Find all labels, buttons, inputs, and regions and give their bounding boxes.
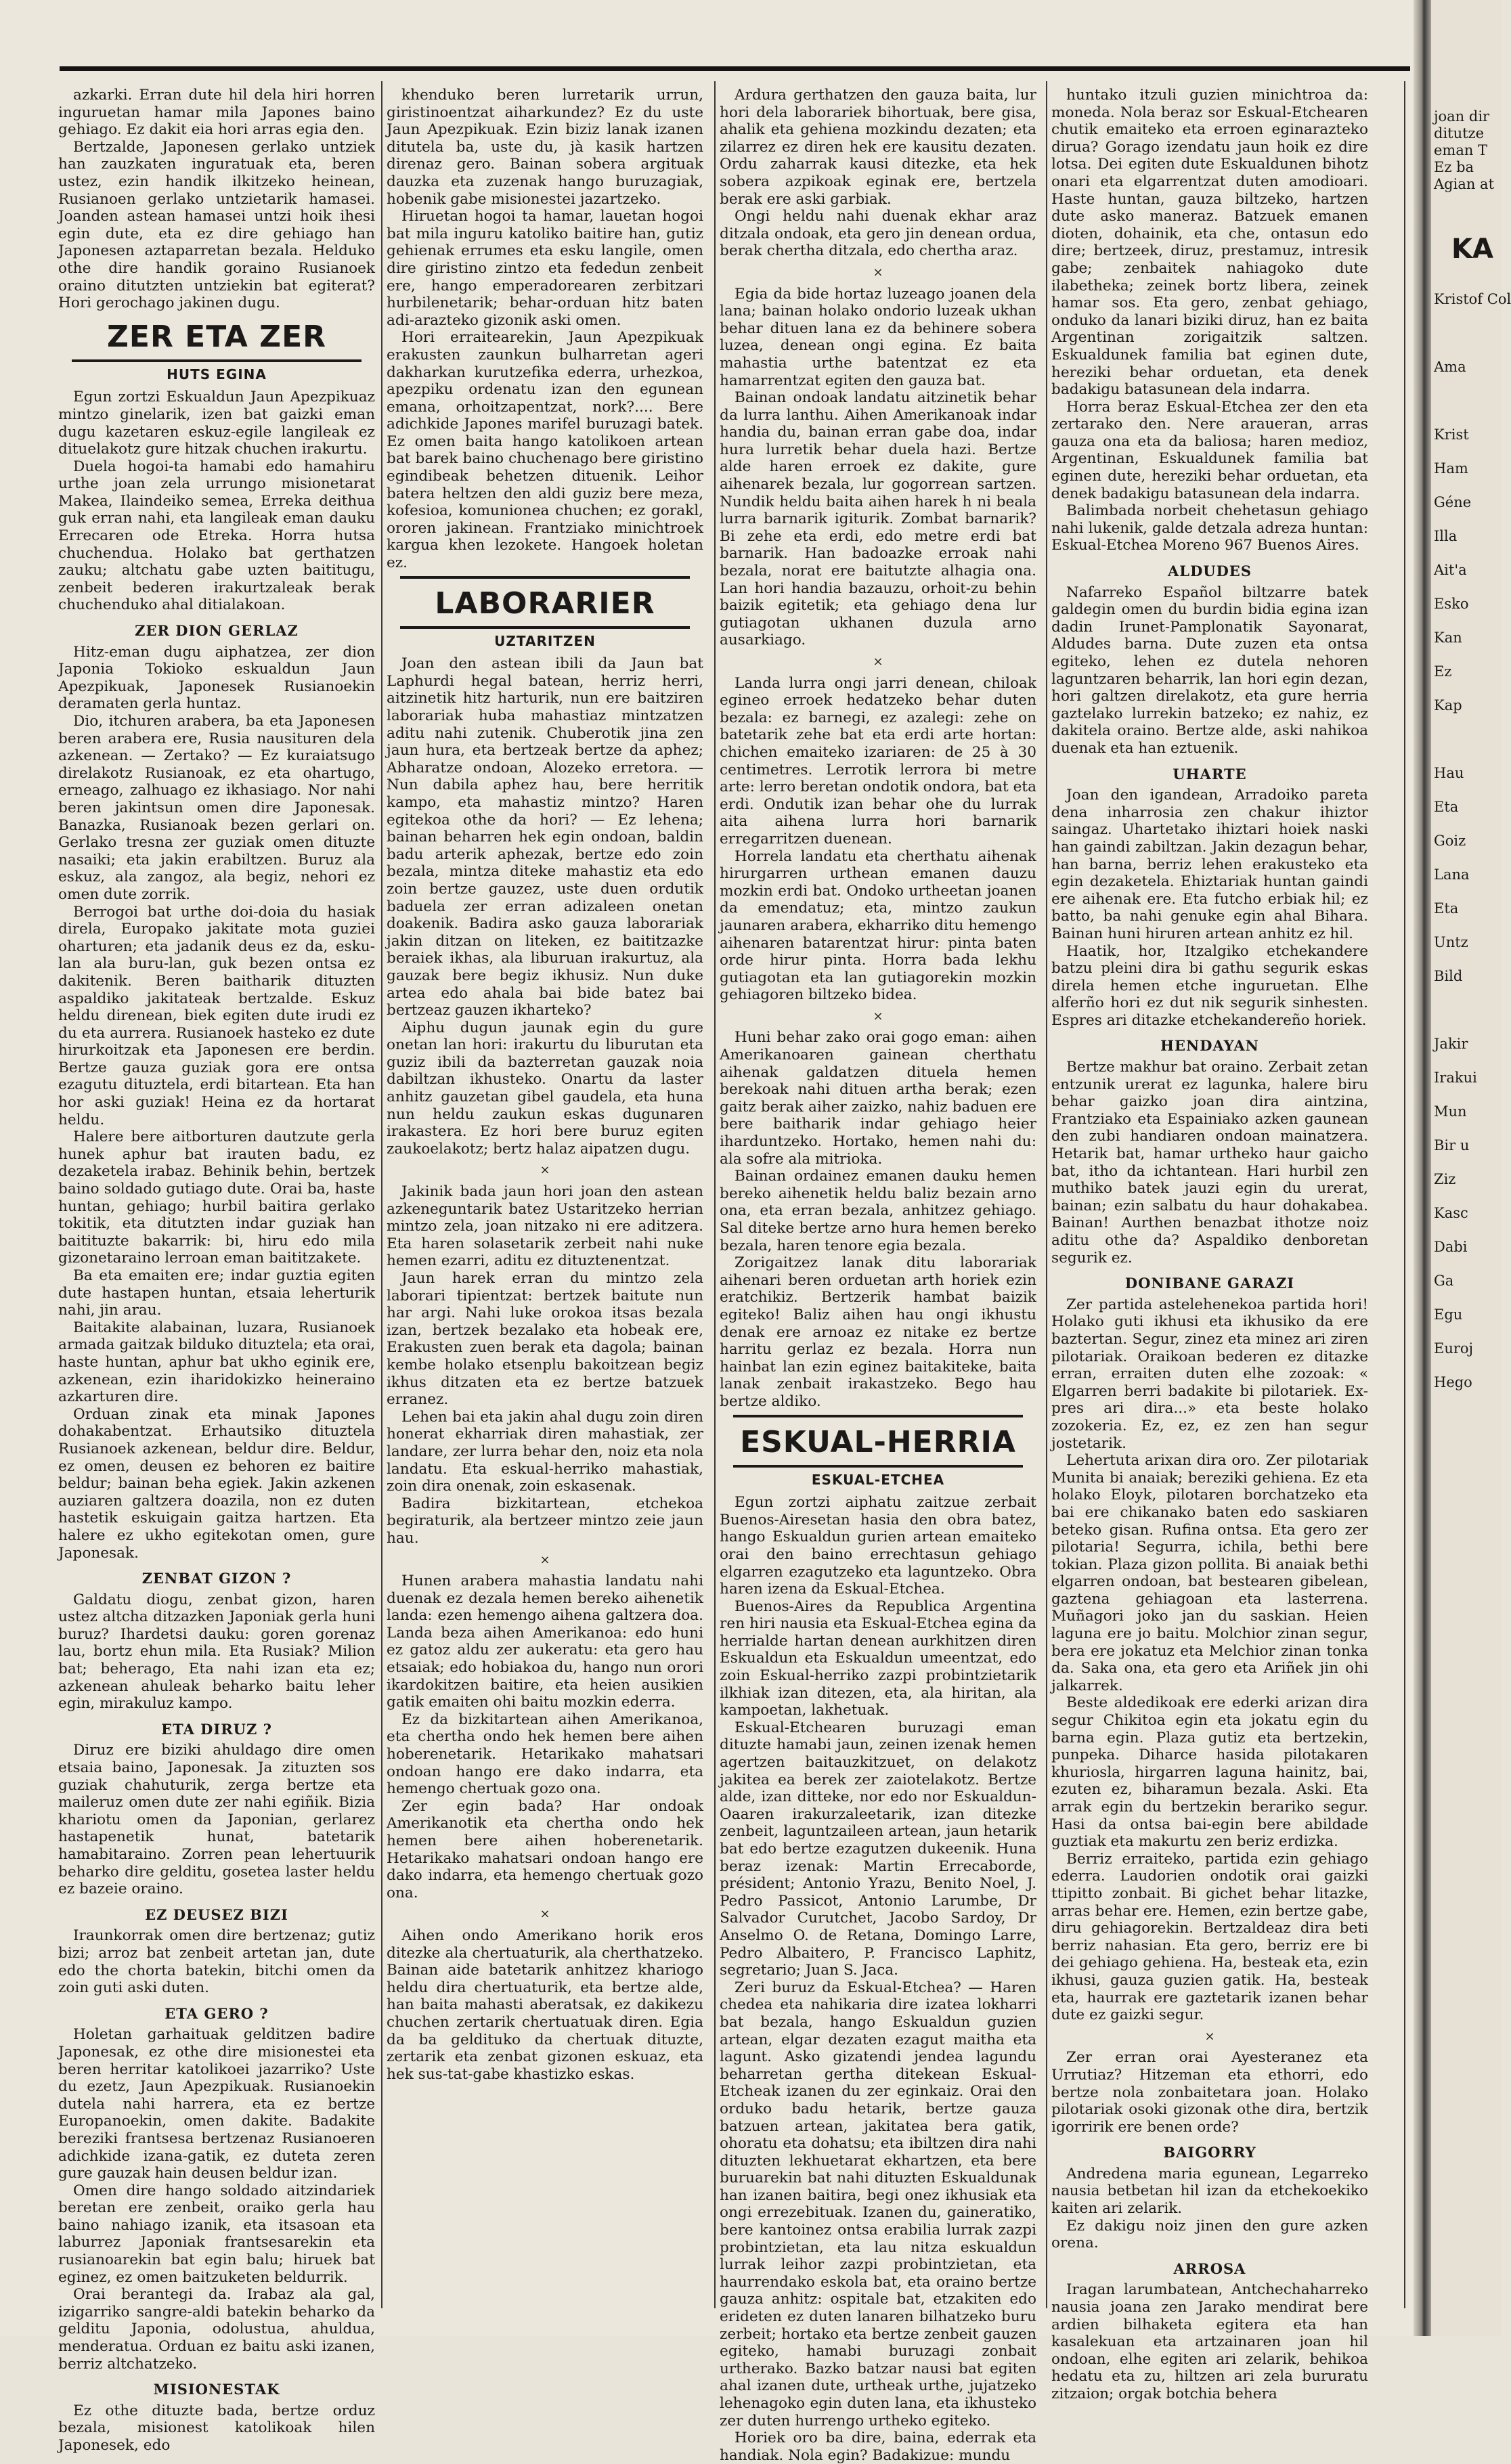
paragraph: Hori erraitearekin, Jaun Apezpikuak erakusten zaunkun bulharretan ageri dakharkan kurutzefika ederra, urhezkoa, apezpiku ordenatu izan den egunean emana, orhoitzapentzat, nork?.... Bere adichkide Japones marifel buruzagi batek. Ez omen baita hango katolikoen artean bat barek baino chuchenago bere giristino egindibeak behetzen dituenik. Leihor batera heltzen den aldi guziz bere meza, kofesioa, komunionea chuchen; ez gorakl, ororen jakinean. Frantziako minichtroek kargua khen lezokete. Hangoek holetan ez.: [387, 329, 703, 572]
paragraph: Zeri buruz da Eskual-Etchea? — Haren chedea eta nahikaria dire izatea lokharri bat bezala, hango Eskualdun guzien artean, elgar dezaten ezagut maitha eta lagunt. Asko gizatendi jendea lagundu beharretan gertha ditekean Eskual-Etcheak izanen du zer eginkaiz. Orai den orduko badu hetarik, bertze gauza batzuen artean, jakitatea bera gatik, ohoratu eta dohatsu; eta ibiltzen dira nahi dituzten lekhuetarat ekhartzen, eta bere buruarekin bat nahi dituzten Eskualdunak han izanen baitira, begi onez ikhusiak eta ongi errezebituak. Izanen du, gaineratiko, bere kantoinez ontsa erabilia lurrak zazpi probintzietan, eta lau nitza eskualdun lurrak leihor zazpi probintzietan, eta haurrendako eskola bat, eta oraino bertze gauza anhitz: ospitale bat, etzakiten edo erideten ez duten lanaren bilhatzeko buru zerbeit; hortako eta bertze zenbeit gauzen egiteko, hamabi buruzagi zonbait urtherako. Bazko batzar nausi bat egiten ahal izanen dute, urtheak urthe, jujatzeko lehenagoko egin duten lana, eta ikhusteko zer duten hurrengo urtheko egiteko.: [720, 1979, 1036, 2429]
adjacent-text-line: Ga: [1434, 1273, 1454, 1289]
paragraph: Horiek oro ba dire, baina, ederrak eta handiak. Nola egin? Badakizue: mundu: [720, 2429, 1036, 2464]
adjacent-text-line: Bild: [1434, 968, 1463, 984]
paragraph: Ba eta emaiten ere; indar guztia egiten dute hastapen huntan, etsaia leherturik nahi, jin arau.: [58, 1267, 375, 1319]
column-divider: [714, 81, 716, 2308]
paragraph: Lehertuta arixan dira oro. Zer pilotariak Munita bi anaiak; bereziki gehiena. Ez eta holako Eloyk, pilotaren borchatzeko eta bai ere chikanako baten edo saskiaren beteko gisan. Rufina ontsa. Eta gero zer pilotaria! Segurra, ichila, bethi bere tokian. Plaza gizon pollita. Bi anaiak bethi elgarren ondoan, bat bestearen gibelean, gaztena gehiagoan eta lasterrena. Muñagori joko jan du saskian. Heien laguna ere jo baitu. Molchior zinan segur, bera ere jokatuz eta Melchior zinan tonka da. Saka ona, eta gero eta Ariñek jin ohi jalkarrek.: [1051, 1452, 1368, 1694]
adjacent-text-line: Untz: [1434, 934, 1468, 950]
paragraph: Ez dakigu noiz jinen den gure azken orena.: [1051, 2217, 1368, 2252]
adjacent-text-line: Dabi: [1434, 1239, 1468, 1255]
paragraph: Ardura gerthatzen den gauza baita, lur hori dela laborariek bihortuak, bere gisa, ahalik eta gehiena mozkindu dezaten; eta zilarrez ez diren hek ere kausitu dezaten. Ordu zaharrak kausi ditezke, eta hek sobera azpikoak eginak ere, bertzela berak ere aski garbiak.: [720, 87, 1036, 208]
subsection-heading: HENDAYAN: [1160, 1037, 1259, 1055]
subsection-heading: BAIGORRY: [1163, 2144, 1256, 2161]
paragraph: huntako itzuli guzien minichtroa da: moneda. Nola beraz sor Eskual-Etchearen chutik emaiteko eta erroen eginarazteko dirua? Gorago izendatu jaun hoik ez dire lotsa. Dei egiten dute Eskualdunen bihotz onari eta elgarrentzat duten amodioari. Haste huntan, gauza biltzeko, hartzen dute asko maneraz. Batzuek emanen dioten, dohainik, eta che, ontasun edo dire; bertzeek, diruz, prestamuz, intresik gabe; zenbaitek nahiagoko dute ilabetheka; zeinek bortz libera, zeinek hamar sos. Eta gero, zenbat gehiago, onduko da lanari biziki diruz, han ez baita Argentinan zorigaitzik saltzen. Eskualdunek familia bat eginen dute, hereziki behar orduetan, eta denek badakigu batasunean dela indarra.: [1051, 87, 1368, 399]
paragraph: Beste aldedikoak ere ederki arizan dira segur Chikitoa egin eta jokatu egin du barna egin. Plaza gutiz eta bertzekin, punpeka. Diharce hasida pilotakaren khuriosla, hirgarren laguna hainitz, bai, ezuten ez, biharamun bezala. Aski. Eta arrak egin du bertzekin berariko segur. Hasi da ontsa bai-egin bere abildade guztiak eta makurtu zen beriz erdizka.: [1051, 1694, 1368, 1851]
paragraph: Orai berantegi da. Irabaz ala gal, izigarriko sangre-aldi batekin beharko da gelditu Japonia, odolustua, ahuldua, menderatua. Orduan ez baitu aski izanen, berriz altchatzeko.: [58, 2286, 375, 2373]
adjacent-text-line: Euroj: [1434, 1340, 1474, 1357]
paragraph: Bertzalde, Japonesen gerlako untziek han zauzkaten inguratuak eta, beren ustez, ezin handik ilkitzeko heinean, Rusianoen gerlako untzietarik hamasei. Joanden astean hamasei untzi hoik ihesi egin dute, eta ez dire gehiago han Japonesen aztaparretan bezala. Helduko othe dire handik goraino Rusianoek oraino ditutzten untziekin bat egiterat? Hori gerochago jakinen dugu.: [58, 138, 375, 312]
paragraph: Hunen arabera mahastia landatu nahi duenak ez dezala hemen bereko aihenetik landa: ezen hemengo aihena galtzera doa. Landa beza aihen Amerikanoa: edo huni ez gatoz aldu zer aukeratu: eta gero hau etsaiak; edo hobiakoa du, hango nun orori ikardokitzen baitire, eta heien ausikien gatik emaiten ohi baitu mozkin ederra.: [387, 1572, 703, 1711]
adjacent-text-line: Illa: [1434, 528, 1458, 544]
separator-mark: ×: [540, 1907, 550, 1922]
adjacent-text-line: eman T: [1434, 142, 1488, 158]
paragraph: Omen dire hango soldado aitzindariek beretan ere zenbeit, oraiko gerla hau baino nahiago izanik, eta itsasoan eta laburrez Japoniak frantsesarekin eta rusianoarekin bat egin balu; hiruek bat eginez, ez omen baitzuketen beldurrik.: [58, 2182, 375, 2286]
paragraph: khenduko beren lurretarik urrun, giristinoentzat aiharkundez? Ez du uste Jaun Apezpikuak. Ezin biziz lanak izanen ditutela ba, uste du, jà kasik hartzen direnaz gero. Bainan sobera argituak dauzka eta zuzenak hango buruzagiak, hobenik gabe misionestei jazartzeko.: [387, 87, 703, 208]
paragraph: Nafarreko Español biltzarre batek galdegin omen du burdin bidia egina izan dadin Irunet-Pamplonatik Sayonarat, Aldudes barna. Dute zuzen eta ontsa egiteko, lehen ez dutela nehoren laguntzaren beharrik, lan hori egin dezan, hori galtzen direlakotz, eta gure herria gaztelako lurrekin batzeko; ez nahiz, ez dakitela oraino. Bertze alde, aski nahikoa duenak eta han eztuenik.: [1051, 584, 1368, 757]
adjacent-title: KA: [1451, 234, 1493, 265]
paragraph: Jaun harek erran du mintzo zela laborari tipientzat: bertzek baitute nun har argi. Nahi luke orokoa itsas bezala izan, bertzek bezalako eta hobeak ere, Erakusten zuen berak eta dagola; bainan kembe holako etsenplu bakoitzean begiz ikhus ditzaten eta ez bertze batzuek erranez.: [387, 1270, 703, 1409]
column-1: [58, 87, 375, 2454]
adjacent-text-line: Irakui: [1434, 1070, 1477, 1086]
paragraph: Haatik, hor, Itzalgiko etchekandere batzu pleini dira bi gathu segurik eskas direla hemen etche inguruetan. Elhe alferño hori ez dut nik segurik sinhesten. Espres ari ditazke etchekandereño horiek.: [1051, 942, 1368, 1029]
column-3: [720, 87, 1036, 2464]
paragraph: Berriz erraiteko, partida ezin gehiago ederra. Laudorien ondotik orai gaizki ttipitto zonbait. Bi gichet behar litazke, arras behar ere. Hemen, ezin bertze gabe, diru gehiagorekin. Bertzaldeaz dira beti berriz nahasian. Eta gero, berriz ere bi dei gehiago gehiena. Ha, besteak eta, ezin ikhusi, gauza guzien gatik. Ha, besteak eta, haurrak ere gaztetarik izanen behar dute ez gaizki segur.: [1051, 1850, 1368, 2024]
adjacent-text-line: Egu: [1434, 1306, 1463, 1323]
separator-mark: ×: [873, 1009, 883, 1024]
title-rule: [400, 576, 690, 579]
paragraph: Joan den igandean, Arradoiko pareta dena inharrosia zen chakur ihiztor saingaz. Uhartetako ihiztari hoiek naski han gaindi zabiltzan. Jakin dezagun behar, han barna, berriz lehen erakusteko eta egin dezaketela. Ehiztariak huntan gaindi ere aihenak ere. Eta futcho erbiak hil; ez batto, ba nahi genuke egin ahal Bihara. Bainan huni hiruren artean anhitz ez hil.: [1051, 787, 1368, 942]
adjacent-text-line: Kan: [1434, 630, 1462, 646]
paragraph: azkarki. Erran dute hil dela hiri horren inguruetan hamar mila Japones baino gehiago. Ez dakit eia hori arras egia den.: [58, 87, 375, 139]
paragraph: Hiruetan hogoi ta hamar, lauetan hogoi bat mila inguru katoliko baitire han, gutiz gehienak errumes eta esku langile, omen dire giristino zintzo eta fededun zenbeit ere, hango emperadorearen zerbitzari hurbilenetarik; behar-orduan hitz baten adi-arazteko gizonik aski omen.: [387, 208, 703, 329]
paragraph: Dio, itchuren arabera, ba eta Japonesen beren arabera ere, Rusia nausituren dela azkenean. — Zertako? — Ez kuraiatsugo direlakotz Rusianoak, ez eta ohartugo, erneago, zalhuago ez ikhasiago. Nor nahi beren jakintsun omen dire Japonesak. Banazka, Rusianoak bezen gerlari on. Gerlako tresna zer guziak omen dituzte nasaiki; eta jakin erabiltzen. Buruz ala eskuz, ala zangoz, ala begiz, nehori ez omen dute zorrik.: [58, 713, 375, 903]
paragraph: Iraunkorrak omen dire bertzenaz; gutiz bizi; arroz bat zenbeit artetan jan, dute edo the chorta batekin, bitchi omen da zoin guti aski duten.: [58, 1927, 375, 1997]
subsection-heading: UHARTE: [1173, 765, 1247, 783]
paragraph: Holetan garhaituak gelditzen badire Japonesak, ez othe dire misionestei eta beren herritar katolikoei jazarriko? Uste du ezetz, Jaun Apezpikuak. Rusianoekin dutela nahi harrera, eta ez bertze Europanoekin, omen dakite. Badakite bereziki frantsesa bertzenaz Rusianoeren adichkide izana-gatik, ez duteta zeren gure gauzak hain deusen beldur izan.: [58, 2026, 375, 2182]
paragraph: Galdatu diogu, zenbat gizon, haren ustez altcha ditzazken Japoniak gerla huni buruz? Ihardetsi dauku: goren gorenaz lau, bortz ehun mila. Eta Rusiak? Milion bat; beherago, Eta nahi izan eta ez; azkenean ahuleak beharko baitu leher egin, mirakuluz kampo.: [58, 1591, 375, 1713]
paragraph: Bertze makhur bat oraino. Zerbait zetan entzunik urerat ez lagunka, halere biru behar gaizko joan dira aintzina, Frantziako eta Espainiako azken gaunean den zubi handiaren ondoan mainatzera. Hetarik bat, hamar urtheko haur gaicho bat, itho da ichtantean. Hari hurbil zen muthiko batek jauzi egin du urerat, bainan; ezin salbatu du haur dohakabea. Bainan! Aurthen benazbat ithotze noiz aditu othe da? Aspaldiko denboretan segurik ez.: [1051, 1059, 1368, 1267]
paragraph: Bainan ordainez emanen dauku hemen bereko aihenetik heldu baliz bezain arno ona, eta erran bezala, anhitzez gehiago. Sal diteke bertze arno hura hemen bereko bezala, haren tenore egia bezala.: [720, 1168, 1036, 1254]
separator-mark: ×: [1204, 2029, 1215, 2044]
adjacent-text-line: Eta: [1434, 799, 1459, 815]
top-rule: [60, 66, 1410, 71]
subsection-heading: MISIONESTAK: [153, 2381, 280, 2398]
subsection-heading: EZ DEUSEZ BIZI: [145, 1906, 288, 1923]
title-rule: [400, 626, 690, 629]
separator-mark: ×: [540, 1163, 550, 1178]
paragraph: Egia da bide hortaz luzeago joanen dela lana; bainan holako ondorio luzeak ukhan behar dituen lana ez da behinere sobera luzea, denean ongi egina. Ez baita mahastia urthe batentzat ez eta hamarrentzat egiten den gauza bat.: [720, 285, 1036, 389]
subsection-heading: ZENBAT GIZON ?: [141, 1570, 292, 1587]
adjacent-text-line: Ez: [1434, 663, 1452, 680]
paragraph: Aiphu dugun jaunak egin du gure onetan lan hori: irakurtu du liburutan eta guziz ibili da bazterretan gauzak noia dabiltzan ikhusteko. Onartu da laster anhitz gauzetan gibel gaudela, eta huna nun heldu zaukun eskas dugunaren irakastera. Ez hori bere buruz egiten zaukoelakotz; bertz halaz aipatzen dugu.: [387, 1019, 703, 1158]
title-rule: [733, 1415, 1023, 1417]
column-2: [387, 87, 703, 2320]
adjacent-text-line: Jakir: [1434, 1036, 1468, 1052]
paragraph: Aihen ondo Amerikano horik eros ditezke ala chertuaturik, ala cherthatzeko. Bainan aide batetarik anhitzez khariogo heldu dira chertuaturik, eta bertze alde, han baita mahasti aberatsak, ez dakikezu chuchen zertarik chertuatuak diren. Egia da ba geldituko da chertuak dituzte, zertarik eta zenbat gizonen eskuaz, eta hek sus-tat-gabe khastizko eskas.: [387, 1927, 703, 2083]
separator-mark: ×: [873, 655, 883, 669]
paragraph: Bainan ondoak landatu aitzinetik behar da lurra lanthu. Aihen Amerikanoak indar handia du, bainan erran gabe doa, indar hura lurretik behar duela hazi. Bertze alde haren erroek ez dakite, gure aihenarek bezala, lur gogorrean sartzen. Nundik heldu baita aihen harek h ni beala lurra barnarik igiturik. Zombat barnarik? Bi zehe eta erdi, edo metre erdi bat barnarik. Han badoazke erroak nahi bezala, norat ere baitutzte alhagia ona. Lan hori handia bazauzu, orhoit-zu behin baizik egitetik; eta gehiago dena lur gutiagotan ukhanen duzula arno ausarkiago.: [720, 389, 1036, 649]
paragraph: Jakinik bada jaun hori joan den astean azkeneguntarik batez Ustaritzeko herrian mintzo zela, joan nitzako ni ere aditzera. Eta haren solasetarik zerbeit nahi nuke hemen ezarri, aditu ez dituztenentzat.: [387, 1183, 703, 1270]
adjacent-text-line: Lana: [1434, 866, 1470, 883]
adjacent-text-line: Eta: [1434, 900, 1459, 917]
adjacent-text-line: Ziz: [1434, 1171, 1456, 1187]
subsection-heading: ALDUDES: [1168, 563, 1252, 580]
adjacent-text-line: Kap: [1434, 697, 1462, 713]
adjacent-text-line: Agian at: [1434, 176, 1495, 192]
subsection-heading: ARROSA: [1173, 2260, 1246, 2277]
adjacent-text-line: Mun: [1434, 1103, 1467, 1120]
adjacent-text-line: Ama: [1434, 359, 1466, 375]
subsection-heading: ETA GERO ?: [165, 2004, 269, 2022]
adjacent-text-line: Ait'a: [1434, 562, 1467, 578]
paragraph: Halere bere aitborturen dautzute gerla hunek aphur bat irauten badu, ez dezaketela irabaz. Behinik behin, bertzek baino soldado gutiago dute. Orai ba, haste huntan, gehiago; hurbil baitira gerlako tokitik, eta ditutzten indar guziak han baitituzte bakarrik: bi, hiru edo mila gizonetaraino lerroan eman baititzakete.: [58, 1128, 375, 1267]
column-4: [1051, 87, 1368, 2402]
subsection-heading: UZTARITZEN: [494, 632, 596, 649]
paragraph: Eskual-Etchearen buruzagi eman dituzte hamabi jaun, zeinen izenak hemen agertzen baitauzkitzuet, on delakotz jakitea ea berek zer zaiotelakotz. Bertze alde, izan ditteke, nor edo nor Eskualdun-Oaaren irakurzaleetarik, izan ditezke zenbeit, laguntzaileen artean, jaun hetarik bat edo bertze ezagutzen dukeenik. Huna beraz izenak: Martin Errecaborde, président; Antonio Yrazu, Benito Noel, J. Pedro Passicot, Antonio Larumbe, Dr Salvador Curutchet, Jacobo Sardoy, Dr Anselmo O. de Retana, Domingo Larre, Pedro Albaitero, P. Francisco Laphitz, segretario; Juan S. Jaca.: [720, 1719, 1036, 1979]
subsection-heading: HUTS EGINA: [167, 366, 267, 382]
paragraph: Zer erran orai Ayesteranez eta Urrutiaz? Hitzeman eta ethorri, edo bertze nola zonbaitetara joan. Holako pilotariak osoki gizonak othe dira, bertzik igorririk ere benen orde?: [1051, 2049, 1368, 2136]
paragraph: Ez da bizkitartean aihen Amerikanoa, eta chertha ondo hek hemen bere aihen hoberenetarik. Hetarikako mahatsari ondoan hango ere dako indarra, eta hemengo chertuak gozo ona.: [387, 1711, 703, 1798]
adjacent-text-line: Bir u: [1434, 1137, 1470, 1153]
paragraph: Iragan larumbatean, Antchechaharreko nausia joana zen Jarako mendirat bere ardien bilhaketa egitera eta han kasalekuan eta artzainaren joan hil ondoan, elhe egiten ari zelarik, behikoa hedatu eta zu, hiltzen ari zela bururatu zitzaion; orgak botchia behera: [1051, 2281, 1368, 2402]
paragraph: Ez othe dituzte bada, bertze orduz bezala, misionest katolikoak hilen Japonesek, edo: [58, 2402, 375, 2454]
subsection-heading: ZER DION GERLAZ: [135, 622, 299, 640]
adjacent-text-line: ditutze: [1434, 125, 1485, 141]
paragraph: Baitakite alabainan, luzara, Rusianoek armada gaitzak bilduko dituztela; eta orai, haste huntan, aphur bat ukho eginik ere, azkenean, ezin iharidokizko heineraino azkarturen dire.: [58, 1319, 375, 1406]
paragraph: Buenos-Aires da Republica Argentina ren hiri nausia eta Eskual-Etchea egina da herrialde hartan denean aurkhitzen diren Eskualdun eta Eskualdun umeentzat, edo zoin Eskual-herriko zazpi probintzietarik ilkhiak izan ditezen, eta, ala hiritan, ala kampoetan, lakhetuak.: [720, 1598, 1036, 1719]
section-title: ZER ETA ZER: [106, 319, 327, 354]
paragraph: Zer partida astelehenekoa partida hori! Holako guti ikhusi eta ikhusiko da ere baztertan. Segur, zinez eta minez ari ziren pilotariak. Oraikoan bederen ez ditazke erran, erraiten duten elhe zozoak: « Elgarren berri badakite bi pilotariek. Ex-pres ari dira...» eta beste holako zozokeria. Ez, ez, ez zen han segur jostetarik.: [1051, 1296, 1368, 1452]
paragraph: Horrela landatu eta cherthatu aihenak hirurgarren urthean emanen dauzu mozkin erdi bat. Ondoko urtheetan joanen da emendatuz; eta, mintzo zaukun jaunaren arabera, ekharriko ditu hemengo aihenaren batarentzat hirur: pinta baten orde hirur pinta. Horra bada lekhu gutiagotan eta lan gutiagorekin mozkin gehiagoren biltzeko bidea.: [720, 848, 1036, 1004]
separator-mark: ×: [873, 265, 883, 280]
paragraph: Ongi heldu nahi duenak ekhar araz ditzala ondoak, eta gero jin denean ordua, berak chertha ditzala, edo chertha araz.: [720, 208, 1036, 260]
paragraph: Joan den astean ibili da Jaun bat Laphurdi hegal batean, herriz herri, aitzinetik hitz harturik, nun ere baitziren laborariak huba mahastiaz mintzatzen aditu nahi zutenik. Chuberotik jina zen jaun hura, eta bertzeak bertze da aphez; Abharatze ondoan, Alozeko erretora. — Nun dabila aphez hau, bere herritik kampo, eta mahastiz mintzo? Haren egitekoa othe da hori? — Ez lehena; bainan beharren hek egin ondoan, baldin badu arterik aphezak, bertze edo zoin bezala, mintza diteke mahastiz eta edo zoin bertze gauzez, uste duen ordutik baduela zer erran adizaleen onetan doakenik. Badira asko gauza laborariak jakin ditzan on liteken, ez baititzazke beraiek ikhas, ala liburuan irakurtuz, ala gauzak bere begiz ikhusiz. Nun duke artea edo ahala bai bide batez bai bertzeaz gauzen ikharteko?: [387, 655, 703, 1019]
adjacent-text-line: Ham: [1434, 460, 1468, 477]
page-binding: [1414, 0, 1431, 2336]
paragraph: Landa lurra ongi jarri denean, chiloak egineo erroek hedatzeko behar duten bezala: ez barnegi, ez azalegi: zehe on batetarik zehe bat eta erdi arte hortan: chichen emaiteko izariaren: de 25 à 30 centimetres. Lerrotik lerrora bi metre arte: lerro beretan ondotik ondora, bat eta erdi. Ondutik izan behar ohe du lurrak aita aihena lurra hori barnarik erregarritzen duenean.: [720, 674, 1036, 848]
adjacent-text-line: Hau: [1434, 765, 1464, 781]
adjacent-text-line: Géne: [1434, 494, 1472, 510]
title-rule: [733, 1465, 1023, 1468]
section-title: LABORARIER: [435, 586, 655, 621]
adjacent-text-line: Goiz: [1434, 833, 1466, 849]
paragraph: Zer egin bada? Har ondoak Amerikanotik eta chertha ondo hek hemen bere aihen hoberenetarik. Hetarikako mahatsari ondoan hango ere dako indarra, eta hemengo chertuak gozo ona.: [387, 1797, 703, 1901]
adjacent-page-edge: [1431, 0, 1511, 2336]
column-divider: [1404, 81, 1405, 2308]
adjacent-text-line: joan dir: [1434, 108, 1490, 125]
paragraph: Zorigaitzez lanak ditu laborariak aihenari beren orduetan arth horiek ezin eratchikiz. Bertzerik hambat baizik egiteko! Baliz aihen hau ongi ikhustu denak ere arnoaz ez nitake ez bertze harritu gerlaz ez bezala. Horra nun hainbat lan ezin eginez baitakiteke, baita lanak zenbait irakastzeko. Bego hau bertze aldiko.: [720, 1254, 1036, 1410]
paragraph: Berrogoi bat urthe doi-doia du hasiak direla, Europako jakitate mota guziei oharturen; eta jadanik deus ez da, esku-lan ala buru-lan, guk bezen ontsa ez dakitenik. Beren baitharik dituzten aspaldiko jakitateak bertzalde. Eskuz heldu direnean, biek egiten dute irudi ez du eta aurrera. Rusianoek hasteko ez dute hirurkoitzak eta Japonesen ere berdin. Bertze gauza guziak gora ere ontsa ezagutu dituztela, erdi bitartean. Eta han hor aski guziak! Heina ez da hortarat heldu.: [58, 903, 375, 1128]
paragraph: Andredena maria egunean, Legarreko nausia betbetan hil izan da etchekoekiko kaiten ari zelarik.: [1051, 2165, 1368, 2218]
paragraph: Balimbada norbeit chehetasun gehiago nahi lukenik, galde detzala adreza huntan: Eskual-Etchea Moreno 967 Buenos Aires.: [1051, 502, 1368, 554]
separator-mark: ×: [540, 1552, 550, 1567]
paragraph: Egun zortzi Eskualdun Jaun Apezpikuaz mintzo ginelarik, izen bat gaizki eman dugu kazetaren eskuz-egile langileak ez dituelakotz gure hitzak chuchen irakurtu.: [58, 389, 375, 458]
title-rule: [72, 359, 362, 362]
adjacent-text-line: Kasc: [1434, 1205, 1468, 1221]
subsection-heading: DONIBANE GARAZI: [1124, 1275, 1295, 1292]
adjacent-text-line: Krist: [1434, 426, 1469, 443]
paragraph: Huni behar zako orai gogo eman: aihen Amerikanoaren gainean cherthatu aihenak galdatzen dituela hemen berekoak nahi dituen artha berak; ezen gaitz berak aiher zaizko, nahiz baduen ere bere baitharik indar gehiago heier iharduntzeko. Hortako, hemen nahi du: ala sofre ala mitrioka.: [720, 1029, 1036, 1168]
adjacent-text-line: Ez ba: [1434, 159, 1474, 175]
column-divider: [381, 81, 382, 2308]
paragraph: Badira bizkitartean, etchekoa begiraturik, ala bertzeer mintzo zeie jaun hau.: [387, 1495, 703, 1547]
paragraph: Hitz-eman dugu aiphatzea, zer dion Japonia Tokioko eskualdun Jaun Apezpikuak, Japonesek Rusianoekin deramaten gerla huntaz.: [58, 643, 375, 713]
paragraph: Egun zortzi aiphatu zaitzue zerbait Buenos-Airesetan hasia den obra batez, hango Eskualdun gurien artean emaiteko orai den baino errechtasun gehiago elgarren ezagutzeko eta laguntzeko. Obra haren izena da Eskual-Etchea.: [720, 1494, 1036, 1598]
subsection-heading: ETA DIRUZ ?: [161, 1720, 272, 1738]
adjacent-text-line: Hego: [1434, 1374, 1472, 1390]
adjacent-text-line: Esko: [1434, 596, 1469, 612]
subsection-heading: ESKUAL-ETCHEA: [811, 1471, 945, 1488]
adjacent-text-line: Kristof Col: [1434, 291, 1511, 307]
paragraph: Lehen bai eta jakin ahal dugu zoin diren honerat ekharriak diren mahastiak, zer landare, zer lurra behar den, noiz eta nola landatu. Eta eskual-herriko mahastiak, zoin dira onenak, zoin eskasenak.: [387, 1408, 703, 1495]
paragraph: Orduan zinak eta minak Japones dohakabentzat. Erhautsiko dituztela Rusianoek azkenean, beldur dire. Beldur, ez omen, deusen ez behoren ez baitire beldur; bainan beha egiek. Jakin azkenen auziaren galtzera doazila, non ez duten hastetik eskuigain gaitza hartzen. Eta halere ez ukho egitekotan omen, gure Japonesak.: [58, 1405, 375, 1562]
paragraph: Duela hogoi-ta hamabi edo hamahiru urthe joan zela urrungo misionetarat Makea, Ilaindeiko semea, Erreka deithua guk erran nahi, eta langileak eman dauku Errecaren ode Etreka. Horra hutsa chuchendua. Holako bat gerthatzen zauku; altchatu gabe uzten baititugu, zenbeit bederen irakurtzaleak berak chuchenduko ahal ditialakoan.: [58, 458, 375, 614]
section-title: ESKUAL-HERRIA: [740, 1424, 1016, 1459]
column-divider: [1046, 81, 1047, 2308]
paragraph: Horra beraz Eskual-Etchea zer den eta zertarako den. Nere araueran, arras gauza ona eta da baliosa; haren medioz, Argentinan, Eskualdunek familia bat eginen dute, hereziki behar orduetan, eta denek badakigu batasunean dela indarra.: [1051, 398, 1368, 502]
paragraph: Diruz ere biziki ahuldago dire omen etsaia baino, Japonesak. Ja zituzten sos guziak chahuturik, zerga bertze eta maileruz omen dute zer nahi egiñik. Bizia khariotu omen da Japonian, gerlarez hastapenetik hunat, batetarik hamabitaraino. Zorren pean lehertuurik beharko dire gelditu, gosetea laster heldu ez bazeie oraino.: [58, 1742, 375, 1898]
